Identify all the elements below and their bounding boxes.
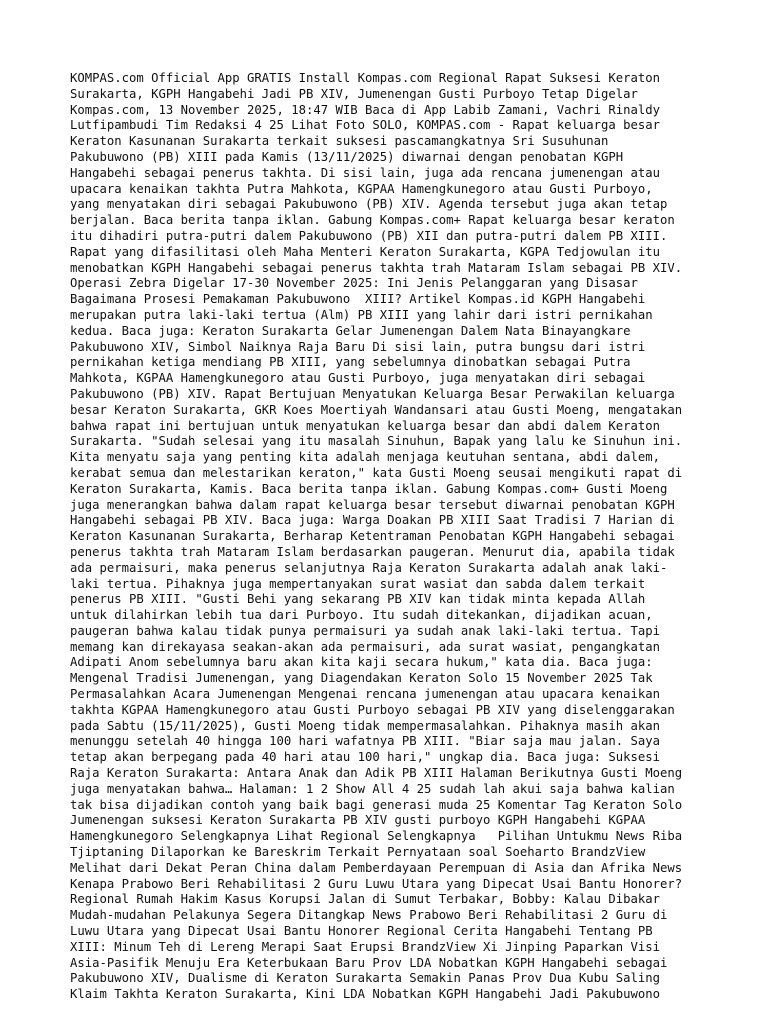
text-line: pada Sabtu (15/11/2025), Gusti Moeng tidak mempermasalahkan. Pihaknya masih akan <box>70 718 661 733</box>
text-line: Hangabehi sebagai penerus takhta. Di sisi lain, juga ada rencana jumenengan atau <box>70 165 661 180</box>
text-line: Surakarta. "Sudah selesai yang itu masalah Sinuhun, Bapak yang lalu ke Sinuhun ini. <box>70 434 683 449</box>
text-line: Permasalahkan Acara Jumenengan Mengenai rencana jumenengan atau upacara kenaikan <box>70 687 661 702</box>
text-line: berjalan. Baca berita tanpa iklan. Gabung Kompas.com+ Rapat keluarga besar keraton <box>70 213 675 228</box>
text-line: pernikahan ketiga mendiang PB XIII, yang sebelumnya dinobatkan sebagai Putra <box>70 355 631 370</box>
text-line: Melihat dari Dekat Peran China dalam Pemberdayaan Perempuan di Asia dan Afrika News <box>70 860 683 875</box>
text-line: memang kan direkayasa seakan-akan ada permaisuri, ada surat wasiat, pengangkatan <box>70 639 661 654</box>
text-line: Luwu Utara yang Dipecat Usai Bantu Honorer Regional Cerita Hangabehi Tentang PB <box>70 924 653 939</box>
text-line: Pakubuwono XIV, Simbol Naiknya Raja Baru Di sisi lain, putra bungsu dari istri <box>70 339 646 354</box>
text-line: Lutfipambudi Tim Redaksi 4 25 Lihat Foto SOLO, KOMPAS.com - Rapat keluarga besar <box>70 118 661 133</box>
text-line: menunggu setelah 40 hingga 100 hari wafatnya PB XIII. "Biar saja mau jalan. Saya <box>70 734 661 749</box>
text-line: Pakubuwono XIV, Dualisme di Keraton Surakarta Semakin Panas Prov Dua Kubu Saling <box>70 971 661 986</box>
text-line: besar Keraton Surakarta, GKR Koes Moertiyah Wandansari atau Gusti Moeng, mengatakan <box>70 402 683 417</box>
text-line: takhta KGPAA Hamengkunegoro atau Gusti Purboyo sebagai PB XIV yang diselenggarakan <box>70 702 675 717</box>
text-line: Pakubuwono (PB) XIV. Rapat Bertujuan Menyatukan Keluarga Besar Perwakilan keluarga <box>70 386 675 401</box>
text-line: XIII: Minum Teh di Lereng Merapi Saat Erupsi BrandzView Xi Jinping Paparkan Visi <box>70 939 661 954</box>
text-line: KOMPAS.com Official App GRATIS Install Kompas.com Regional Rapat Suksesi Keraton <box>70 71 661 85</box>
text-line: Klaim Takhta Keraton Surakarta, Kini LDA Nobatkan KGPH Hangabehi Jadi Pakubuwono <box>70 987 661 1002</box>
text-line: Hangabehi sebagai PB XIV. Baca juga: Warga Doakan PB XIII Saat Tradisi 7 Harian di <box>70 513 675 528</box>
text-line: Mahkota, KGPAA Hamengkunegoro atau Gusti Purboyo, juga menyatakan diri sebagai <box>70 371 646 386</box>
text-line: kerabat semua dan melestarikan keraton," kata Gusti Moeng seusai mengikuti rapat di <box>70 465 683 480</box>
text-line: Regional Rumah Hakim Kasus Korupsi Jalan di Sumut Terbakar, Bobby: Kalau Dibakar <box>70 892 661 907</box>
text-line: menobatkan KGPH Hangabehi sebagai penerus takhta trah Mataram Islam sebagai PB XIV. <box>70 260 683 275</box>
text-line: Pakubuwono (PB) XIII pada Kamis (13/11/2025) diwarnai dengan penobatan KGPH <box>70 149 624 164</box>
text-line: Keraton Kasunanan Surakarta terkait suksesi pascamangkatnya Sri Susuhunan <box>70 134 609 149</box>
text-line: itu dihadiri putra-putri dalem Pakubuwono (PB) XII dan putra-putri dalem PB XIII. <box>70 228 668 243</box>
text-line: penerus takhta trah Mataram Islam berdasarkan paugeran. Menurut dia, apabila tidak <box>70 544 675 559</box>
text-line: tetap akan berpegang pada 40 hari atau 100 hari," ungkap dia. Baca juga: Suksesi <box>70 750 661 765</box>
text-line: Operasi Zebra Digelar 17-30 November 2025: Ini Jenis Pelanggaran yang Disasar <box>70 276 638 291</box>
text-line: laki tertua. Pihaknya juga mempertanyakan surat wasiat dan sabda dalem terkait <box>70 576 646 591</box>
text-line: ada permaisuri, maka penerus selanjutnya Raja Keraton Surakarta adalah anak laki- <box>70 560 668 575</box>
text-line: Rapat yang difasilitasi oleh Maha Menteri Keraton Surakarta, KGPA Tedjowulan itu <box>70 244 661 259</box>
text-line: Asia-Pasifik Menuju Era Keterbukaan Baru Prov LDA Nobatkan KGPH Hangabehi sebagai <box>70 955 668 970</box>
text-line: juga menyatakan bahwa… Halaman: 1 2 Show All 4 25 sudah lah akui saja bahwa kalian <box>70 781 675 796</box>
text-line: Keraton Surakarta, Kamis. Baca berita tanpa iklan. Gabung Kompas.com+ Gusti Moeng <box>70 481 668 496</box>
text-line: yang menyatakan diri sebagai Pakubuwono (PB) XIV. Agenda tersebut juga akan tetap <box>70 197 668 212</box>
text-line: Adipati Anom sebelumnya baru akan kita kaji secara hukum," kata dia. Baca juga: <box>70 655 653 670</box>
text-line: Raja Keraton Surakarta: Antara Anak dan Adik PB XIII Halaman Berikutnya Gusti Moeng <box>70 766 683 781</box>
text-line: Surakarta, KGPH Hangabehi Jadi PB XIV, Jumenengan Gusti Purboyo Tetap Digelar <box>70 86 638 101</box>
text-line: Kita menyatu saja yang penting kita adalah menjaga keutuhan sentana, abdi dalem, <box>70 450 661 465</box>
document-page <box>70 71 706 1003</box>
text-line: upacara kenaikan takhta Putra Mahkota, KGPAA Hamengkunegoro atau Gusti Purboyo, <box>70 181 653 196</box>
text-line: Kompas.com, 13 November 2025, 18:47 WIB Baca di App Labib Zamani, Vachri Rinaldy <box>70 102 661 117</box>
text-line: untuk dilahirkan lebih tua dari Purboyo. Itu sudah ditekankan, dijadikan acuan, <box>70 608 653 623</box>
text-line: Hamengkunegoro Selengkapnya Lihat Regional Selengkapnya Pilihan Untukmu News Riba <box>70 829 683 844</box>
text-line: Tjiptaning Dilaporkan ke Bareskrim Terkait Pernyataan soal Soeharto BrandzView <box>70 845 646 860</box>
text-line: tak bisa dijadikan contoh yang baik bagi generasi muda 25 Komentar Tag Keraton Solo <box>70 797 683 812</box>
text-line: juga menerangkan bahwa dalam rapat keluarga besar tersebut diwarnai penobatan KGPH <box>70 497 675 512</box>
text-line: Mengenal Tradisi Jumenengan, yang Diagendakan Keraton Solo 15 November 2025 Tak <box>70 671 653 686</box>
text-line: kedua. Baca juga: Keraton Surakarta Gelar Jumenengan Dalem Nata Binayangkare <box>70 323 631 338</box>
text-line: Keraton Kasunanan Surakarta, Berharap Ketentraman Penobatan KGPH Hangabehi sebagai <box>70 529 675 544</box>
text-line: Bagaimana Prosesi Pemakaman Pakubuwono XIII? Artikel Kompas.id KGPH Hangabehi <box>70 292 646 307</box>
text-line: paugeran bahwa kalau tidak punya permaisuri ya sudah anak laki-laki tertua. Tapi <box>70 623 661 638</box>
text-line: Kenapa Prabowo Beri Rehabilitasi 2 Guru Luwu Utara yang Dipecat Usai Bantu Honorer? <box>70 876 683 891</box>
text-line: merupakan putra laki-laki tertua (Alm) PB XIII yang lahir dari istri pernikahan <box>70 307 653 322</box>
text-line: Mudah-mudahan Pelakunya Segera Ditangkap News Prabowo Beri Rehabilitasi 2 Guru di <box>70 908 668 923</box>
text-line: bahwa rapat ini bertujuan untuk menyatukan keluarga besar dan abdi dalem Keraton <box>70 418 661 433</box>
text-line: Jumenengan suksesi Keraton Surakarta PB XIV gusti purboyo KGPH Hangabehi KGPAA <box>70 813 646 828</box>
text-line: penerus PB XIII. "Gusti Behi yang sekarang PB XIV kan tidak minta kepada Allah <box>70 592 646 607</box>
